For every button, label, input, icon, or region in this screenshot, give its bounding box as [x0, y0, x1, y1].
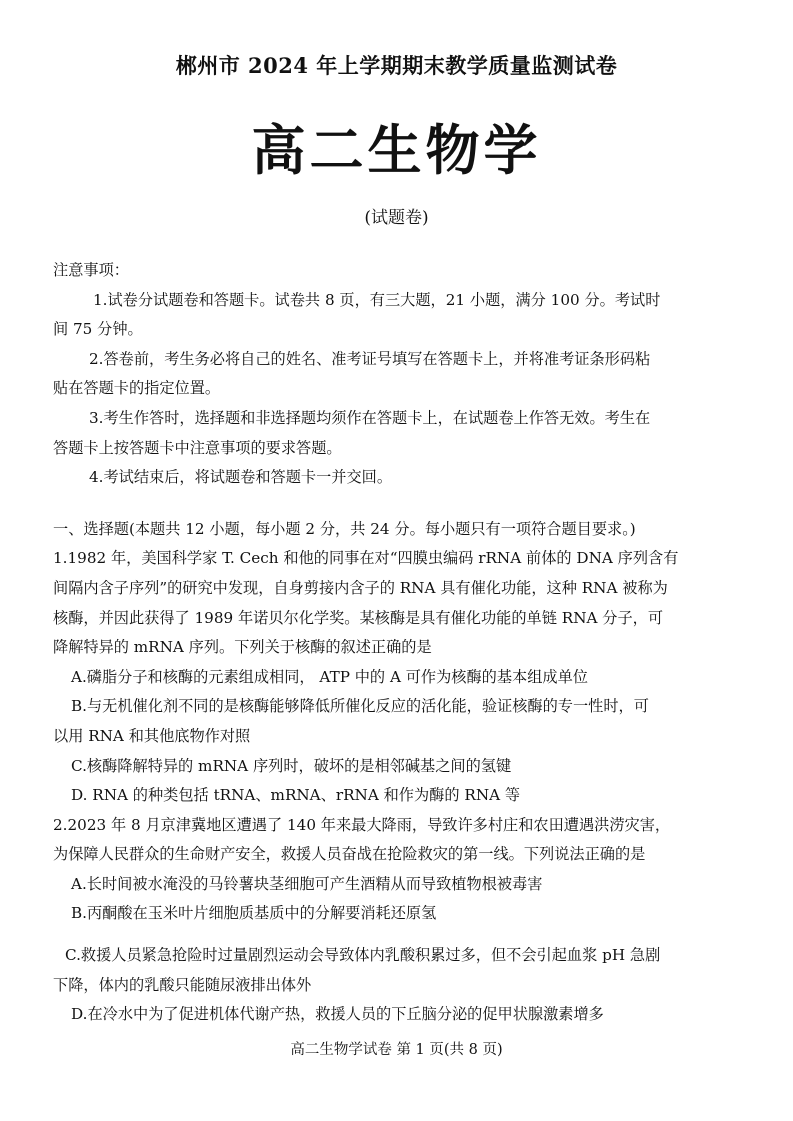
question-2-option-a: A.长时间被水淹没的马铃薯块茎细胞可产生酒精从而导致植物根被毒害 [71, 874, 543, 893]
question-1-option-b-line-2: 以用 RNA 和其他底物作对照 [53, 726, 251, 745]
question-2-option-b: B.丙酮酸在玉米叶片细胞质基质中的分解要消耗还原氢 [71, 904, 437, 923]
notice-item-2-line-2: 贴在答题卡的指定位置。 [53, 379, 221, 398]
question-1-stem-line-3: 核酶，并因此获得了 1989 年诺贝尔化学奖。某核酶是具有催化功能的单链 RNA 分子，可 [53, 608, 664, 627]
section-heading: 一、选择题(本题共 12 小题，每小题 2 分，共 24 分。每小题只有一项符合题目要求。) [53, 519, 636, 538]
question-2-option-c-line-1: C.救援人员紧急抢险时过量剧烈运动会导致体内乳酸积累过多，但不会引起血浆 pH 急剧 [65, 946, 661, 965]
paper-type-label: (试题卷) [364, 208, 429, 228]
question-1-option-a: A.磷脂分子和核酶的元素组成相同， ATP 中的 A 可作为核酶的基本组成单位 [71, 667, 588, 686]
question-1-option-d: D. RNA 的种类包括 tRNA、mRNA、rRNA 和作为酶的 RNA 等 [71, 786, 521, 805]
option-gap [53, 929, 741, 941]
page-footer: 高二生物学试卷 第 1 页(共 8 页) [290, 1042, 503, 1058]
notice-item-1-line-2: 间 75 分钟。 [53, 320, 143, 339]
question-2-option-d: D.在冷水中为了促进机体代谢产热，救援人员的下丘脑分泌的促甲状腺激素增多 [71, 1005, 604, 1024]
exam-title: 郴州市 2024 年上学期期末教学质量监测试卷 [175, 53, 618, 78]
notice-item-1-line-1: 1.试卷分试题卷和答题卡。试卷共 8 页，有三大题，21 小题，满分 100 分。考试时 [93, 290, 661, 309]
question-2-stem-line-1: 2.2023 年 8 月京津冀地区遭遇了 140 年来最大降雨，导致许多村庄和农田遭遇洪涝灾害， [53, 815, 671, 834]
question-1-stem-line-4: 降解特异的 mRNA 序列。下列关于核酶的叙述正确的是 [53, 638, 432, 657]
question-2-option-c-line-2: 下降，体内的乳酸只能随尿液排出体外 [53, 975, 312, 994]
question-1-option-c: C.核酶降解特异的 mRNA 序列时，破坏的是相邻碱基之间的氢键 [71, 756, 512, 775]
notice-item-2-line-1: 2.答卷前，考生务必将自己的姓名、准考证号填写在答题卡上，并将准考证条形码粘 [89, 349, 651, 368]
question-2-stem-line-2: 为保障人民群众的生命财产安全，救援人员奋战在抢险救灾的第一线。下列说法正确的是 [53, 845, 646, 864]
section-gap [53, 493, 741, 515]
notice-title: 注意事项： [53, 261, 129, 279]
notice-item-3-line-2: 答题卡上按答题卡中注意事项的要求答题。 [53, 438, 342, 457]
subject-title: 高二生物学 [251, 118, 542, 182]
exam-body [53, 256, 741, 1030]
notice-item-4-line-1: 4.考试结束后，将试题卷和答题卡一并交回。 [89, 468, 393, 487]
question-1-stem-line-2: 间隔内含子序列”的研究中发现，自身剪接内含子的 RNA 具有催化功能，这种 RNA 被称为 [53, 578, 668, 597]
question-1-option-b-line-1: B.与无机催化剂不同的是核酶能够降低所催化反应的活化能，验证核酶的专一性时，可 [71, 697, 649, 716]
question-1-stem-line-1: 1.1982 年，美国科学家 T. Cech 和他的同事在对“四膜虫编码 rRNA 前体的 DNA 序列含有 [53, 549, 679, 568]
notice-item-3-line-1: 3.考生作答时，选择题和非选择题均须作在答题卡上，在试题卷上作答无效。考生在 [89, 408, 651, 427]
